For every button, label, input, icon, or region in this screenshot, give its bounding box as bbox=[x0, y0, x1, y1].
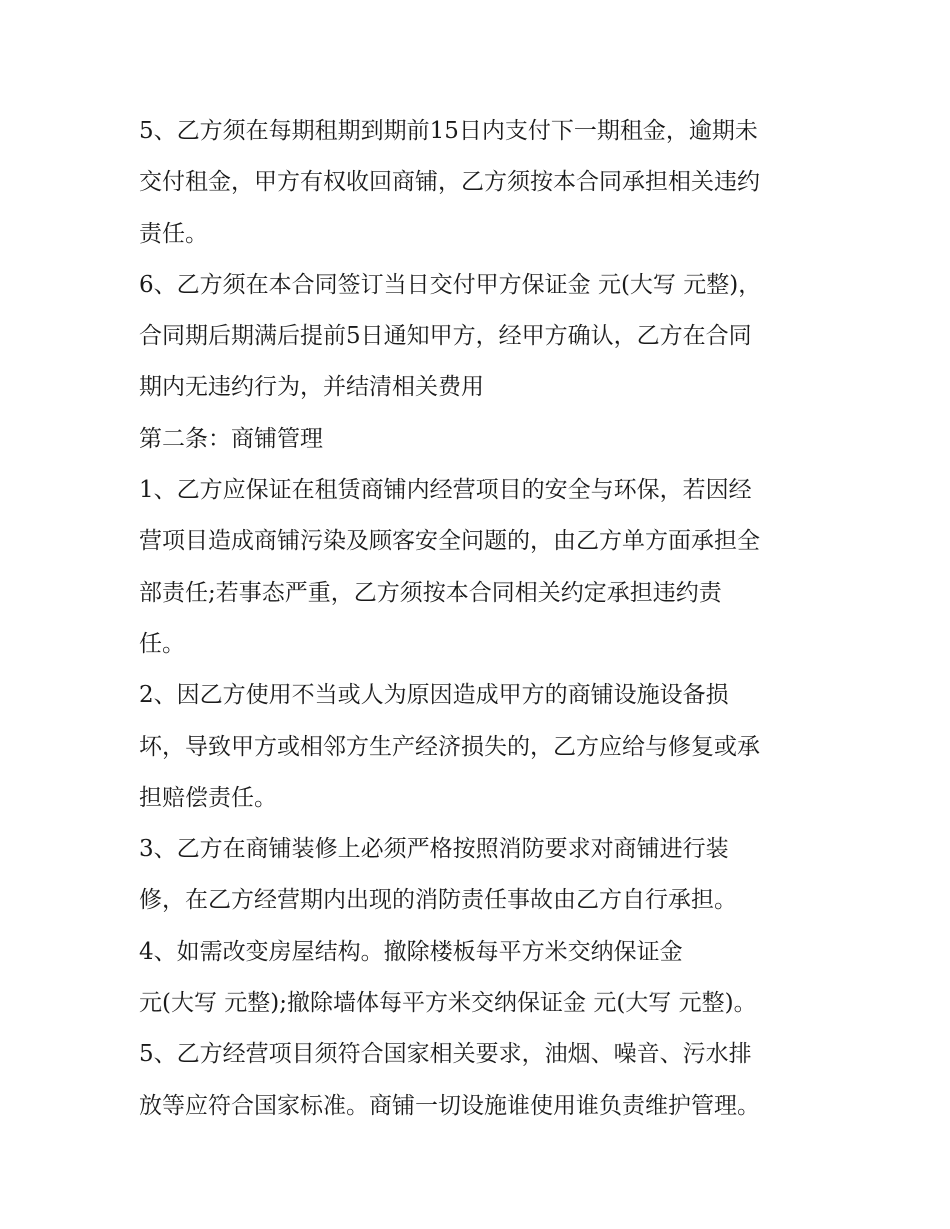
text-line: 放等应符合国家标准。商铺一切设施谁使用谁负责维护管理。 bbox=[139, 1092, 760, 1119]
text-line: 5、乙方须在每期租期到期前15日内支付下一期租金，逾期未 bbox=[139, 118, 758, 144]
text-line: 1、乙方应保证在租赁商铺内经营项目的安全与环保，若因经 bbox=[139, 477, 752, 504]
text-line: 合同期后期满后提前5日通知甲方，经甲方确认，乙方在合同 bbox=[139, 323, 752, 350]
text-line: 期内无违约行为，并结清相关费用 bbox=[139, 374, 484, 401]
text-line: 坏，导致甲方或相邻方生产经济损失的，乙方应给与修复或承 bbox=[139, 733, 760, 760]
text-line: 营项目造成商铺污染及顾客安全问题的，由乙方单方面承担全 bbox=[139, 528, 760, 555]
text-line: 责任。 bbox=[139, 220, 208, 247]
text-line: 修，在乙方经营期内出现的消防责任事故由乙方自行承担。 bbox=[139, 887, 737, 914]
text-line: 部责任;若事态严重，乙方须按本合同相关约定承担违约责 bbox=[139, 579, 722, 606]
section-heading: 第二条：商铺管理 bbox=[139, 425, 323, 452]
text-line: 任。 bbox=[139, 630, 185, 657]
text-line: 5、乙方经营项目须符合国家相关要求，油烟、噪音、污水排 bbox=[139, 1041, 752, 1068]
text-line: 6、乙方须在本合同签订当日交付甲方保证金 元(大写 元整)， bbox=[139, 271, 762, 298]
text-line: 交付租金，甲方有权收回商铺，乙方须按本合同承担相关违约 bbox=[139, 169, 760, 196]
text-line: 担赔偿责任。 bbox=[139, 784, 277, 811]
text-line: 4、如需改变房屋结构。撤除楼板每平方米交纳保证金 bbox=[139, 938, 683, 965]
contract-text bbox=[139, 109, 829, 1135]
text-line: 3、乙方在商铺装修上必须严格按照消防要求对商铺进行装 bbox=[139, 836, 729, 863]
text-line: 元(大写 元整);撤除墙体每平方米交纳保证金 元(大写 元整)。 bbox=[139, 990, 757, 1017]
text-line: 2、因乙方使用不当或人为原因造成甲方的商铺设施设备损 bbox=[139, 682, 729, 709]
